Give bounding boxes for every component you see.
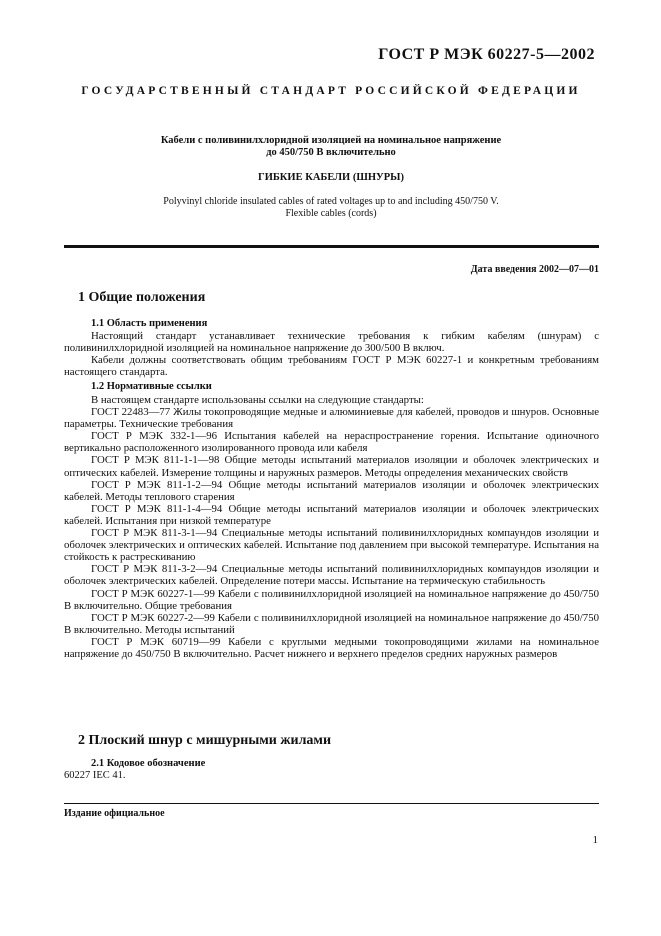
header-divider	[64, 245, 599, 248]
subsection-1-2-body	[64, 394, 599, 660]
reference-gost-811-1-2: ГОСТ Р МЭК 811-1-2—94 Общие методы испытаний материалов изоляции и оболочек электрических кабелей. Методы теплового старения	[64, 478, 599, 503]
reference-gost-60227-1: ГОСТ Р МЭК 60227-1—99 Кабели с поливинилхлоридной изоляцией на номинальное напряжение до 450/750 В включительно. Общие требования	[64, 587, 599, 612]
reference-gost-60719: ГОСТ Р МЭК 60719—99 Кабели с круглыми медными токопроводящими жилами на номинальное напряжение до 450/750 В включительно. Расчет нижнего и верхнего пределов средних наружных размеров	[64, 635, 599, 660]
title-en-line1: Polyvinyl chloride insulated cables of rated voltages up to and including 450/750 V.	[163, 196, 499, 207]
document-title-en	[64, 196, 598, 220]
section-2-title: 2 Плоский шнур с мишурными жилами	[78, 733, 332, 748]
title-en-line2: Flexible cables (cords)	[285, 208, 377, 219]
subsection-1-1-title: 1.1 Область применения	[91, 318, 208, 329]
reference-gost-811-1-1: ГОСТ Р МЭК 811-1-1—98 Общие методы испытаний материалов изоляции и оболочек электрических и оптических кабелей. Измерение толщины и наружных размеров. Методы определения механических свойств	[64, 454, 599, 479]
subsection-1-1-body	[64, 330, 599, 378]
reference-gost-332-1: ГОСТ Р МЭК 332-1—96 Испытания кабелей на нераспространение горения. Испытание одиночного вертикально расположенного изолированного провода или кабеля	[64, 430, 599, 455]
document-title-ru	[64, 135, 598, 159]
section-1-title: 1 Общие положения	[78, 290, 206, 305]
paragraph: Кабели должны соответствовать общим требованиям ГОСТ Р МЭК 60227-1 и конкретным требованиям настоящего стандарта.	[64, 354, 599, 379]
reference-gost-811-1-4: ГОСТ Р МЭК 811-1-4—94 Общие методы испытаний материалов изоляции и оболочек электрических кабелей. Испытания при низкой температуре	[64, 502, 599, 527]
subsection-2-1-title: 2.1 Кодовое обозначение	[91, 758, 206, 769]
reference-gost-22483: ГОСТ 22483—77 Жилы токопроводящие медные и алюминиевые для кабелей, проводов и шнуров. Основные параметры. Технические требования	[64, 406, 599, 431]
reference-gost-811-3-2: ГОСТ Р МЭК 811-3-2—94 Специальные методы испытаний поливинилхлоридных компаундов изоляции и оболочек электрических кабелей. Определение потери массы. Испытание на термическую стабильность	[64, 563, 599, 588]
gost-number: ГОСТ Р МЭК 60227-5—2002	[378, 46, 595, 63]
document-subtitle: ГИБКИЕ КАБЕЛИ (ШНУРЫ)	[258, 172, 404, 183]
paragraph: В настоящем стандарте использованы ссылки на следующие стандарты:	[91, 394, 424, 406]
title-ru-line2: до 450/750 В включительно	[266, 147, 396, 158]
subsection-1-2-title: 1.2 Нормативные ссылки	[91, 381, 212, 392]
footer-divider	[64, 803, 599, 804]
paragraph: Настоящий стандарт устанавливает технические требования к гибким кабелям (шнурам) с поливинилхлоридной изоляцией на номинальное напряжение до 300/500 В включ.	[64, 330, 599, 355]
page-number: 1	[592, 834, 598, 846]
introduction-date: Дата введения 2002—07—01	[470, 264, 599, 275]
title-ru-line1: Кабели с поливинилхлоридной изоляцией на номинальное напряжение	[160, 135, 502, 146]
code-designation: 60227 IEC 41.	[64, 770, 126, 781]
reference-gost-811-3-1: ГОСТ Р МЭК 811-3-1—94 Специальные методы испытаний поливинилхлоридных компаундов изоляции и оболочек электрических и оптических кабелей. Испытание под давлением при высокой температуре. Испытания на стойкость к растрескиванию	[64, 527, 599, 564]
official-edition-label: Издание официальное	[64, 808, 165, 819]
state-standard-heading: ГОСУДАРСТВЕННЫЙ СТАНДАРТ РОССИЙСКОЙ ФЕДЕРАЦИИ	[81, 85, 581, 97]
reference-gost-60227-2: ГОСТ Р МЭК 60227-2—99 Кабели с поливинилхлоридной изоляцией на номинальное напряжение до 450/750 В включительно. Методы испытаний	[64, 611, 599, 636]
